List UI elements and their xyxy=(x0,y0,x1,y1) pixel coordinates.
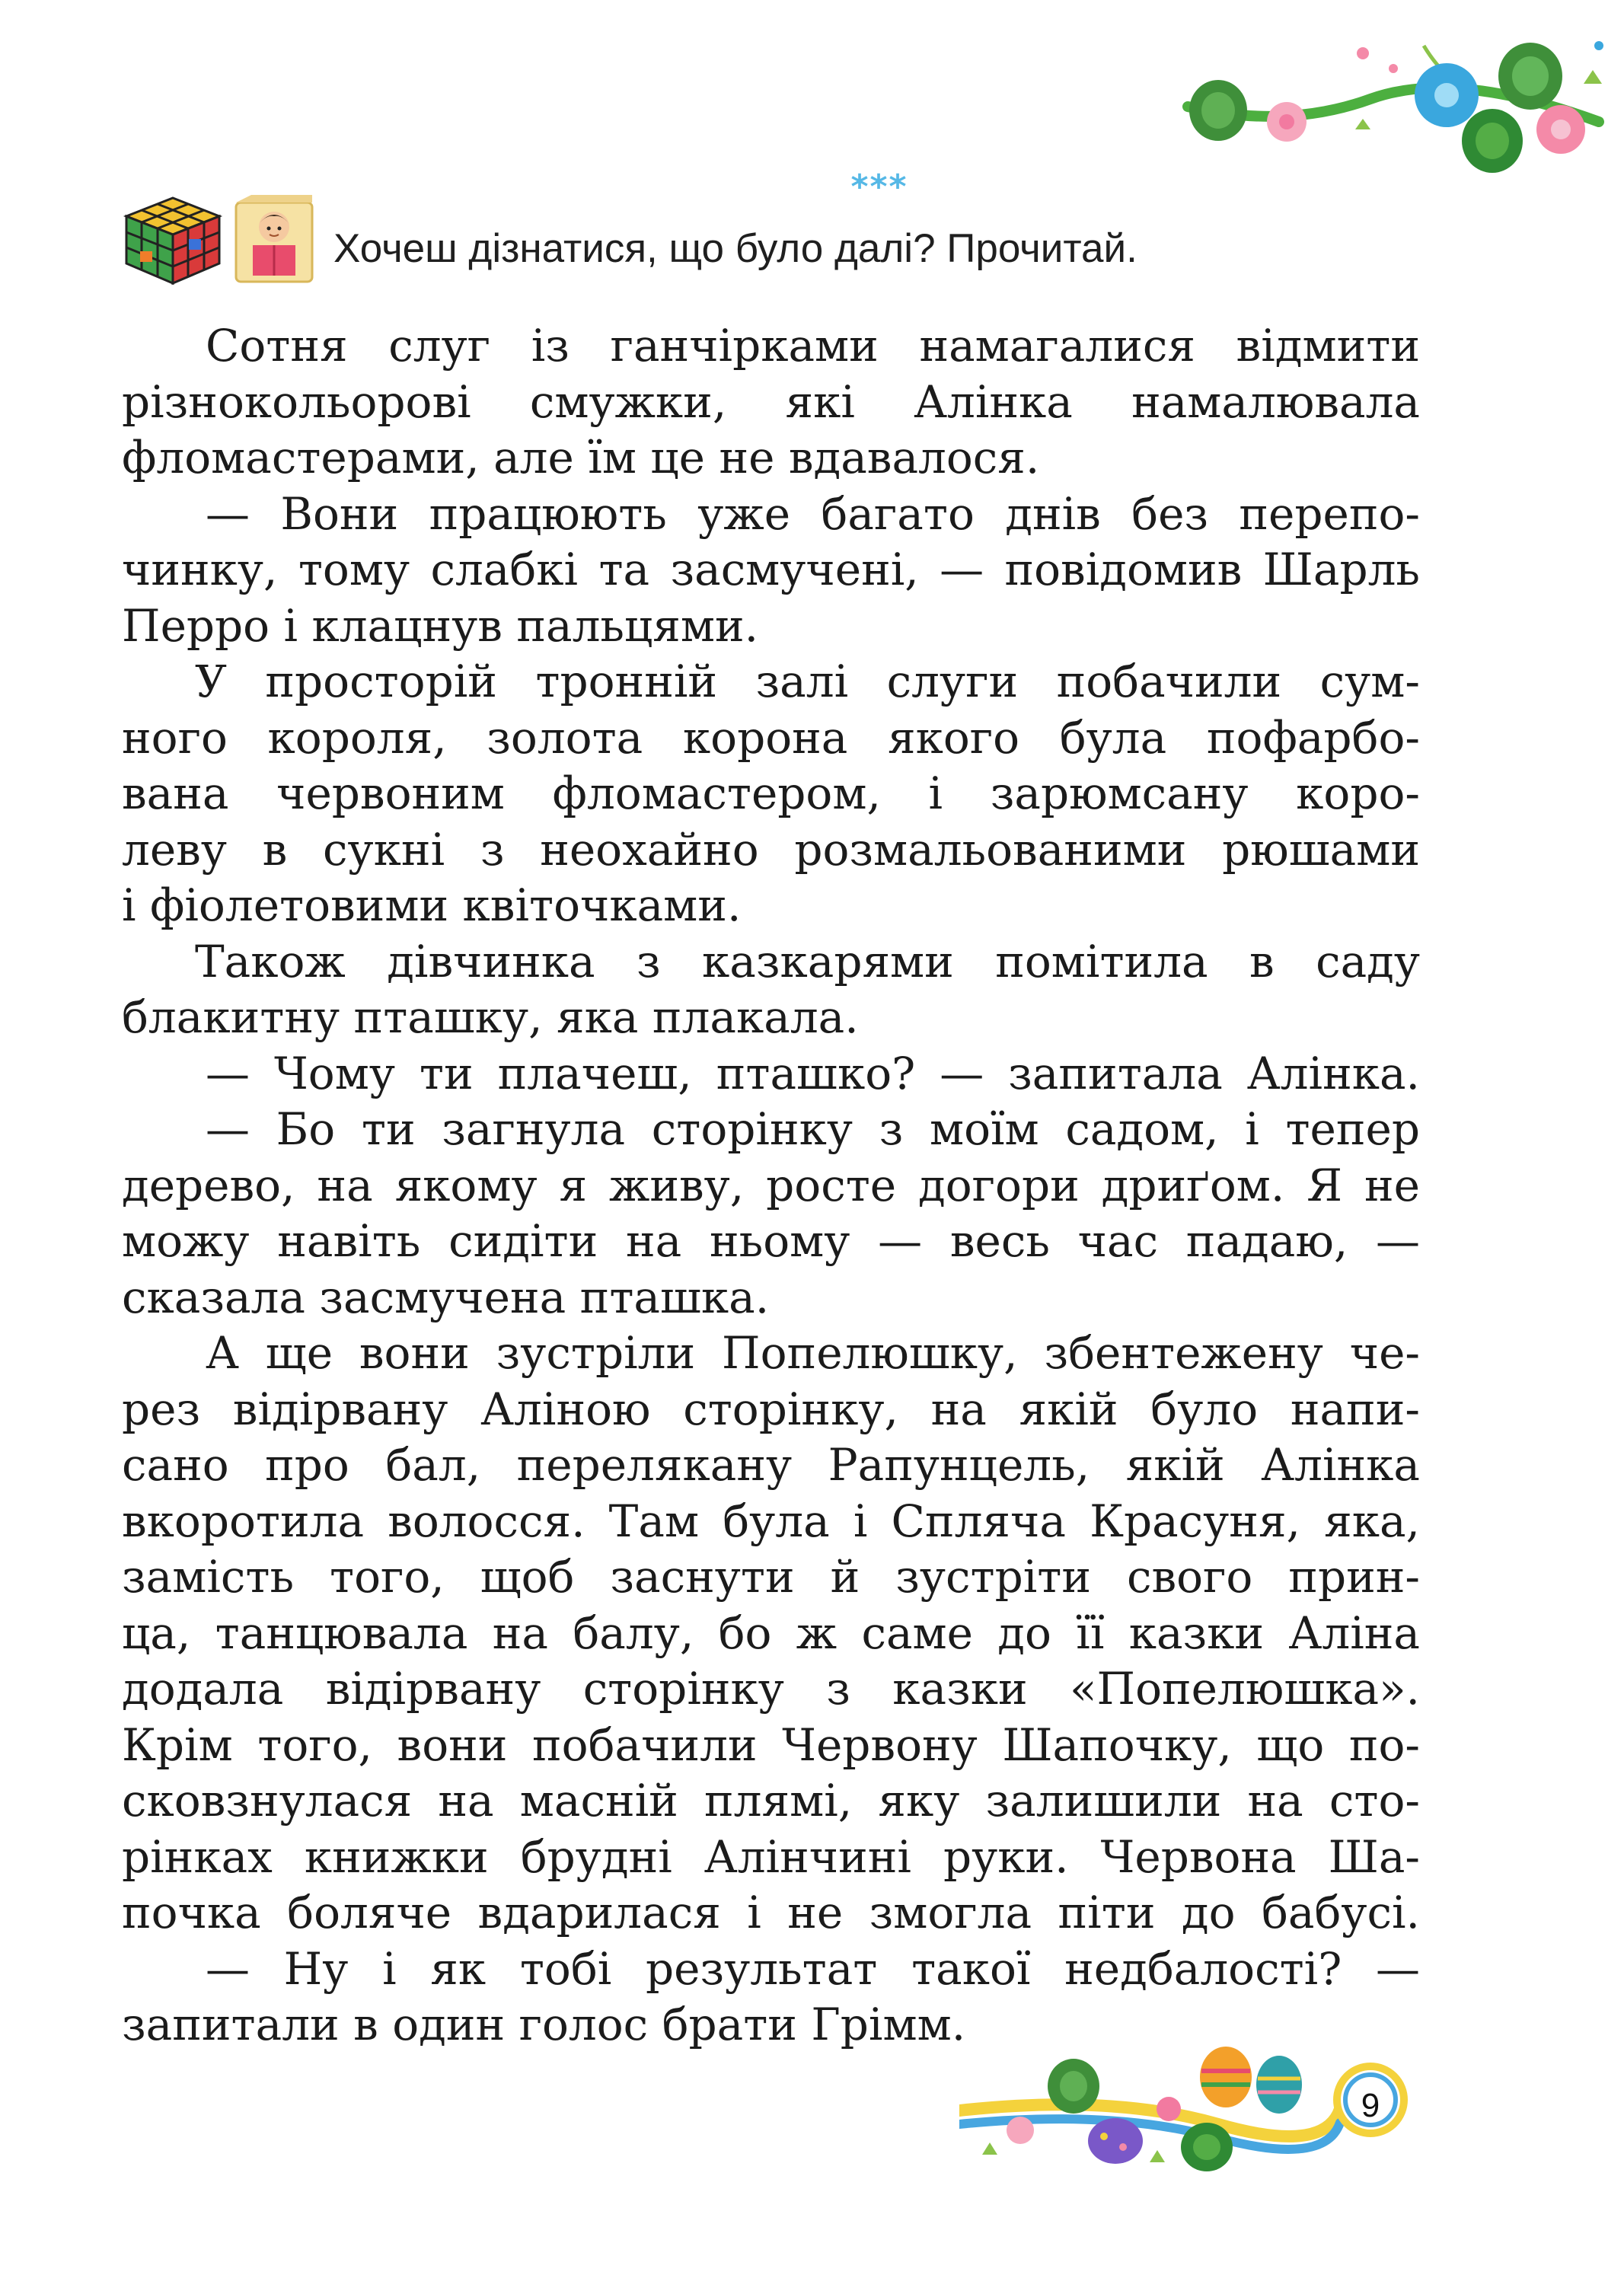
story-line: різнокольорові смужки, які Алінка намалювала xyxy=(122,375,1420,428)
rubiks-cube-icon xyxy=(120,192,225,287)
story-line: почка боляче вдарилася і не змогла піти до бабусі. xyxy=(122,1887,1420,1938)
story-line: чинку, тому слабкі та засмучені, — повідомив Шарль xyxy=(122,544,1420,595)
story-line: можу навіть сидіти на ньому — весь час падаю, — xyxy=(122,1215,1420,1267)
reading-child-icon xyxy=(228,192,320,287)
section-separator: *** xyxy=(850,168,908,206)
story-line: замість того, щоб заснути й зустріти свого прин- xyxy=(122,1551,1420,1603)
story-line: — Бо ти загнула сторінку з моїм садом, і тепер xyxy=(206,1103,1420,1155)
story-line: сано про бал, перелякану Рапунцель, якій Алінка xyxy=(122,1439,1420,1491)
story-line: ного короля, золота корона якого була пофарбо- xyxy=(122,711,1420,764)
story-line: сказала засмучена пташка. xyxy=(122,1271,770,1323)
story-text xyxy=(122,318,1420,2053)
story-line: леву в сукні з неохайно розмальованими рюшами xyxy=(122,823,1420,876)
story-line: рез відірвану Аліною сторінку, на якій було напи- xyxy=(122,1383,1420,1435)
story-line: Також дівчинка з казкарями помітила в саду xyxy=(195,935,1420,987)
story-line: — Чому ти плачеш, пташко? — запитала Алінка. xyxy=(206,1047,1420,1099)
page-number: 9 xyxy=(1361,2087,1380,2124)
story-line: додала відірвану сторінку з казки «Попелюшка». xyxy=(122,1663,1420,1715)
story-line: — Вони працюють уже багато днів без перепо- xyxy=(206,487,1420,540)
story-line: Перро і клацнув пальцями. xyxy=(122,599,759,652)
story-line: — Ну і як тобі результат такої недбалості? — xyxy=(206,1942,1420,1995)
story-line: дерево, на якому я живу, росте догори дриґом. Я не xyxy=(122,1159,1420,1211)
story-line: блакитну пташку, яка плакала. xyxy=(122,991,859,1043)
story-line: і фіолетовими квіточками. xyxy=(122,879,742,931)
story-line: А ще вони зустріли Попелюшку, збентежену че- xyxy=(206,1327,1420,1379)
story-line: Крім того, вони побачили Червону Шапочку, що по- xyxy=(122,1718,1420,1771)
story-line: вана червоним фломастером, і зарюмсану коро- xyxy=(122,767,1420,819)
story-line: ца, танцювала на балу, бо ж саме до її казки Аліна xyxy=(122,1606,1420,1659)
story-line: рінках книжки брудні Алінчині руки. Червона Ша- xyxy=(122,1830,1420,1883)
reading-instruction: Хочеш дізнатися, що було далі? Прочитай. xyxy=(333,226,1137,271)
story-line: У просторій тронній залі слуги побачили сум- xyxy=(195,656,1420,707)
story-line: Сотня слуг із ганчірками намагалися відмити xyxy=(206,320,1420,372)
story-line: сковзнулася на масній плямі, яку залишили на сто- xyxy=(122,1775,1420,1827)
story-line: запитали в один голос брати Грімм. xyxy=(122,1999,966,2050)
story-line: фломастерами, але їм це не вдавалося. xyxy=(122,432,1040,483)
story-line: вкоротила волосся. Там була і Спляча Красуня, яка, xyxy=(122,1495,1420,1547)
floral-branch-decoration xyxy=(1173,15,1614,190)
